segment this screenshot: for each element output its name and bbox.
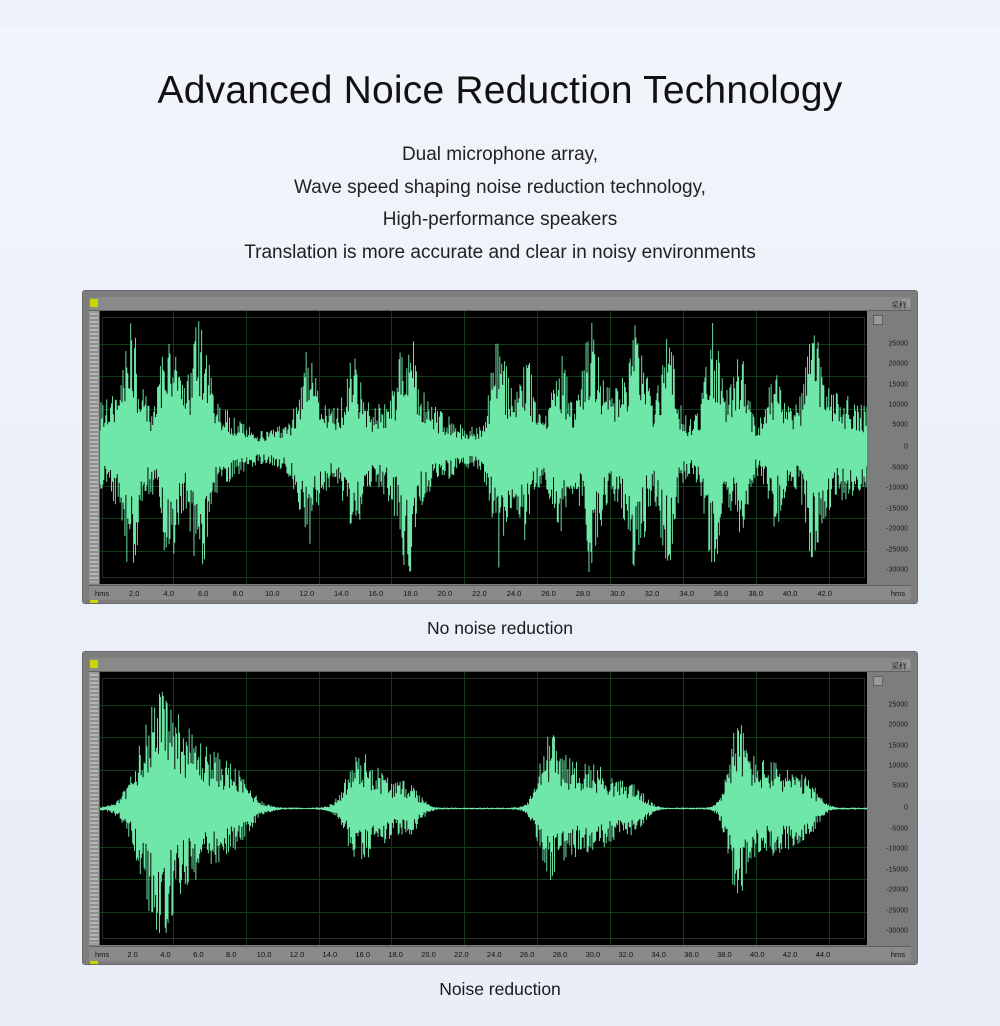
y-tick: 5000 (892, 782, 908, 790)
y-tick: -30000 (886, 566, 908, 574)
y-tick: -30000 (886, 927, 908, 935)
time-tick: 24.0 (506, 588, 522, 598)
y-tick: -5000 (890, 825, 908, 833)
time-tick: 2.0 (128, 588, 140, 598)
time-axis-unit-left: hms (95, 588, 110, 598)
subtitle-line-2: Wave speed shaping noise reduction technology, (294, 176, 706, 198)
plot-area-1 (89, 300, 911, 584)
waveform-canvas-1[interactable] (100, 311, 867, 584)
selection-marker-icon (90, 660, 98, 668)
waveform-window-1 (82, 290, 918, 604)
time-tick: 32.0 (618, 949, 634, 959)
y-tick: -15000 (886, 505, 908, 513)
time-axis-unit-left: hms (95, 949, 110, 959)
subtitle-line-1: Dual microphone array, (401, 144, 599, 166)
axis-title-2: 采样 (891, 661, 907, 671)
time-tick: 30.0 (610, 588, 625, 598)
axis-title-1: 采样 (891, 300, 907, 310)
y-tick: 20000 (888, 721, 908, 729)
time-axis-1 (89, 585, 911, 600)
y-tick: 15000 (888, 381, 908, 389)
selection-marker-icon (90, 961, 98, 965)
time-tick: 32.0 (644, 588, 660, 598)
time-tick: 26.0 (541, 588, 556, 598)
time-tick: 20.0 (437, 588, 453, 598)
time-axis-2 (89, 946, 911, 961)
promo-page (0, 26, 1000, 1026)
time-tick: 12.0 (299, 588, 315, 598)
time-tick: 12.0 (289, 949, 305, 959)
waveform-panel-reduction (82, 651, 918, 1000)
selection-marker-icon (90, 299, 98, 307)
time-tick: 16.0 (368, 588, 384, 598)
y-tick: 10000 (888, 762, 908, 770)
caption-reduction: Noise reduction (439, 978, 561, 999)
time-tick: 6.0 (198, 588, 209, 598)
time-tick: 42.0 (817, 588, 832, 598)
time-tick: 4.0 (160, 949, 171, 959)
plot-area-2 (89, 661, 911, 945)
time-tick: 40.0 (749, 949, 765, 959)
y-tick: 20000 (888, 360, 908, 368)
scrollbar-thumb[interactable] (90, 674, 98, 943)
time-tick: 28.0 (575, 588, 591, 598)
y-tick: -20000 (886, 886, 908, 894)
time-tick: 14.0 (322, 949, 338, 959)
time-tick: 26.0 (519, 949, 535, 959)
time-tick: 38.0 (717, 949, 732, 959)
time-tick: 8.0 (225, 949, 237, 959)
time-axis-unit-right: hms (890, 949, 905, 959)
y-tick: -25000 (886, 546, 908, 554)
window-titlebar-1 (89, 297, 911, 311)
time-tick: 34.0 (679, 588, 694, 598)
vertical-scrollbar-2[interactable] (89, 672, 100, 945)
time-tick: 16.0 (355, 949, 371, 959)
window-statusbar-2 (89, 961, 911, 965)
amplitude-axis-1 (867, 300, 911, 584)
y-tick: -10000 (886, 845, 908, 853)
time-tick: 22.0 (472, 588, 487, 598)
time-axis-unit-right: hms (890, 588, 905, 598)
vertical-scrollbar-1[interactable] (89, 311, 100, 584)
subtitle-block (0, 139, 1000, 270)
time-tick: 8.0 (232, 588, 243, 598)
y-tick: -20000 (886, 525, 908, 533)
window-statusbar-1 (89, 600, 911, 604)
time-tick: 24.0 (486, 949, 502, 959)
time-tick: 18.0 (388, 949, 403, 959)
time-tick: 30.0 (585, 949, 601, 959)
waveform-canvas-2[interactable] (100, 672, 867, 945)
y-tick: 25000 (888, 701, 908, 709)
time-tick: 36.0 (713, 588, 729, 598)
waveform-trace-1 (100, 311, 867, 584)
y-tick: 10000 (888, 401, 908, 409)
selection-marker-icon (90, 600, 98, 604)
time-tick: 22.0 (454, 949, 469, 959)
axis-toggle-icon[interactable] (873, 676, 883, 686)
time-tick: 6.0 (193, 949, 204, 959)
time-tick: 36.0 (684, 949, 699, 959)
y-tick: -25000 (886, 907, 908, 915)
time-tick: 40.0 (782, 588, 798, 598)
time-tick: 14.0 (334, 588, 349, 598)
amplitude-axis-2 (867, 661, 911, 945)
time-tick: 28.0 (552, 949, 568, 959)
time-tick: 20.0 (421, 949, 436, 959)
y-tick: 0 (904, 804, 908, 812)
caption-no-reduction: No noise reduction (427, 617, 573, 638)
time-tick: 2.0 (127, 949, 138, 959)
y-tick: -5000 (890, 464, 908, 472)
time-tick: 38.0 (748, 588, 763, 598)
y-tick: -10000 (886, 484, 908, 492)
scrollbar-thumb[interactable] (90, 313, 98, 582)
y-tick: -15000 (886, 866, 908, 874)
y-tick: 25000 (888, 340, 908, 348)
time-tick: 18.0 (403, 588, 418, 598)
waveform-panel-no-reduction (82, 290, 918, 639)
window-titlebar-2 (89, 658, 911, 672)
waveform-window-2 (82, 651, 918, 965)
time-tick: 44.0 (815, 949, 831, 959)
time-tick: 10.0 (256, 949, 272, 959)
y-tick: 5000 (892, 421, 908, 429)
y-tick: 0 (904, 443, 908, 451)
time-tick: 4.0 (163, 588, 174, 598)
time-tick: 10.0 (264, 588, 280, 598)
waveform-trace-2 (100, 672, 867, 945)
axis-toggle-icon[interactable] (873, 315, 883, 325)
y-tick: 15000 (888, 742, 908, 750)
subtitle-line-3: High-performance speakers (382, 209, 618, 231)
subtitle-line-4: Translation is more accurate and clear in noisy environments (244, 242, 756, 264)
time-tick: 42.0 (782, 949, 798, 959)
page-title: Advanced Noice Reduction Technology (157, 69, 843, 113)
time-tick: 34.0 (651, 949, 666, 959)
